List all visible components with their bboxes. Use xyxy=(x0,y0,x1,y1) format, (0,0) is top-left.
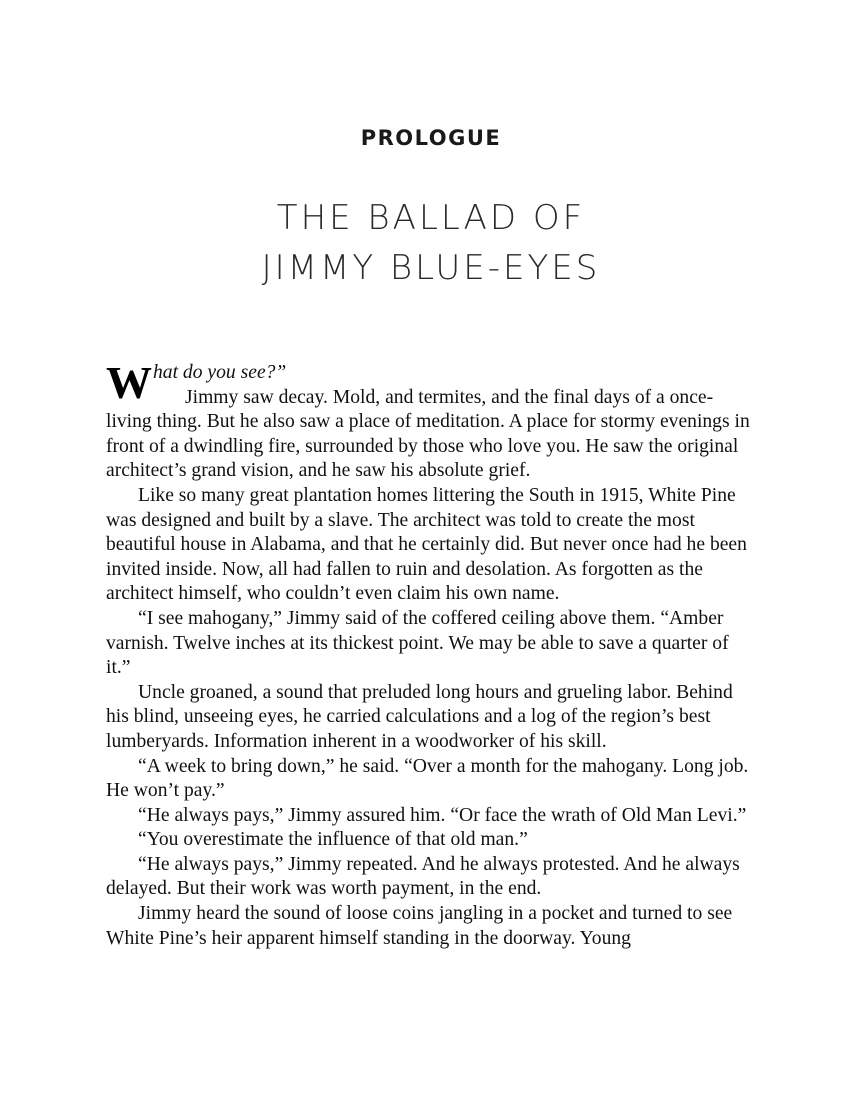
chapter-title-line-1: THE BALLAD OF xyxy=(276,198,586,238)
paragraph-9: Jimmy heard the sound of loose coins jangling in a pocket and turned to see White Pine’s heir apparent himself standing in the doorway. Young xyxy=(106,903,733,949)
paragraph-3: “I see mahogany,” Jimmy said of the coffered ceiling above them. “Amber varnish. Twelve inches at its thickest point. We may be able to save a quarter of it.” xyxy=(106,607,729,679)
opening-italic-text: hat do you see?” xyxy=(153,362,287,383)
paragraph-4: Uncle groaned, a sound that preluded long hours and grueling labor. Behind his blind, unseeing eyes, he carried calculations and a log of the region’s best lumberyards. Information inherent in a woodworker of his skill. xyxy=(106,681,733,752)
body-text xyxy=(106,357,756,951)
paragraph-7: “You overestimate the influence of that old man.” xyxy=(138,829,528,851)
chapter-label: PROLOGUE xyxy=(360,126,502,150)
chapter-title xyxy=(0,193,862,293)
chapter-title-line-2: JIMMY BLUE-EYES xyxy=(261,248,601,288)
paragraph-2: Like so many great plantation homes littering the South in 1915, White Pine was designed and built by a slave. The architect was told to create the most beautiful house in Alabama, and that he certainly did. But never once had he been invited inside. Now, all had fallen to ruin and desolation. As forgotten as the architect himself, who couldn’t even claim his own name. xyxy=(106,484,747,605)
opening-line xyxy=(106,357,756,408)
paragraph-8: “He always pays,” Jimmy repeated. And he always protested. And he always delayed. But their work was worth payment, in the end. xyxy=(106,853,740,900)
paragraph-6: “He always pays,” Jimmy assured him. “Or face the wrath of Old Man Levi.” xyxy=(138,804,747,826)
drop-cap: W xyxy=(106,357,152,408)
paragraph-5: “A week to bring down,” he said. “Over a month for the mahogany. Long job. He won’t pay.” xyxy=(106,755,749,802)
paragraph-1: Jimmy saw decay. Mold, and termites, and the final days of a once-living thing. But he also saw a place of meditation. A place for stormy evenings in front of a dwindling fire, surrounded by those who love you. He saw the original architect’s grand vision, and he saw his absolute grief. xyxy=(106,386,750,482)
